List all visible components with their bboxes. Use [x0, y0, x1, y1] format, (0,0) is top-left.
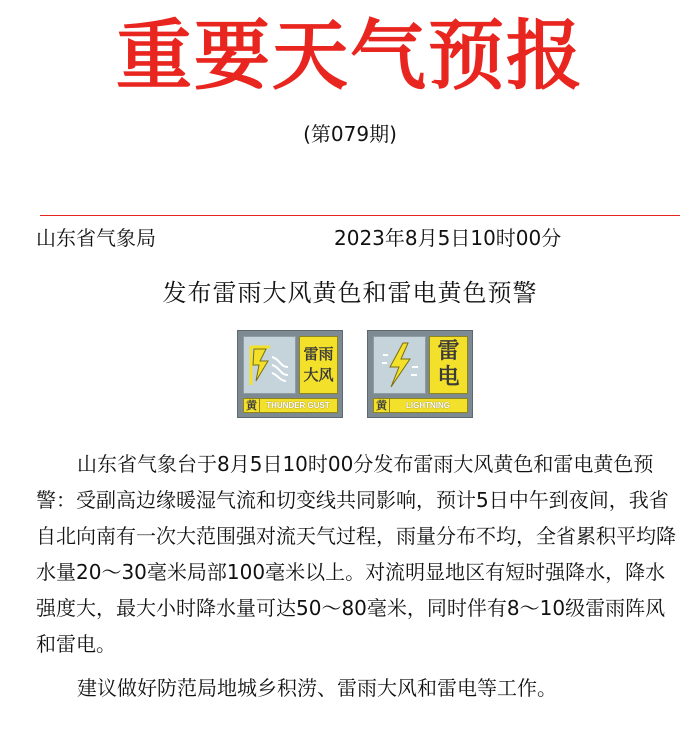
badge-char: 雨 [318, 345, 334, 363]
forecast-body: 山东省气象台于8月5日10时00分发布雷雨大风黄色和雷电黄色预警：受副高边缘暖湿气流和切变线共同影响，预计5日中午到夜间，我省自北向南有一次大范围强对流天气过程，雨量分布不均，全省累积平均降水量20～30毫米局部100毫米以上。对流明显地区有短时强降水，降水强度大，最大小时降水量可达50～80毫米，同时伴有8～10级雷雨阵风和雷电。 [36, 452, 676, 656]
badge-char: 大 [303, 366, 319, 384]
badge-english-label: LIGHTNING [406, 401, 450, 410]
badge-english-label: THUNDER GUST [266, 401, 330, 410]
advice-text: 建议做好防范局地城乡积涝、雷雨大风和雷电等工作。 [77, 676, 557, 700]
badge-level: 黄 [244, 399, 260, 412]
warning-headline: 发布雷雨大风黄色和雷电黄色预警 [162, 279, 538, 307]
thunderstorm-gust-warning-badge [237, 330, 343, 418]
badge-char: 风 [318, 366, 334, 384]
issue-datetime: 2023年8月5日10时00分 [334, 226, 562, 250]
lightning-flag-icon [243, 336, 296, 394]
report-title: 重要天气预报 [116, 11, 584, 100]
issuer-name: 山东省气象局 [36, 226, 156, 250]
badge-chinese-label [429, 336, 468, 394]
badge-chinese-label [299, 336, 338, 394]
issue-number: (第079期) [303, 122, 397, 146]
header-divider [40, 215, 680, 216]
lightning-bolt-icon [373, 336, 426, 394]
badge-level: 黄 [374, 399, 390, 412]
badge-level-bar [243, 398, 338, 413]
lightning-warning-badge [367, 330, 473, 418]
badge-char: 雷 [437, 339, 460, 364]
badge-char: 电 [437, 365, 460, 390]
badge-level-bar [373, 398, 468, 413]
badge-char: 雷 [303, 345, 319, 363]
